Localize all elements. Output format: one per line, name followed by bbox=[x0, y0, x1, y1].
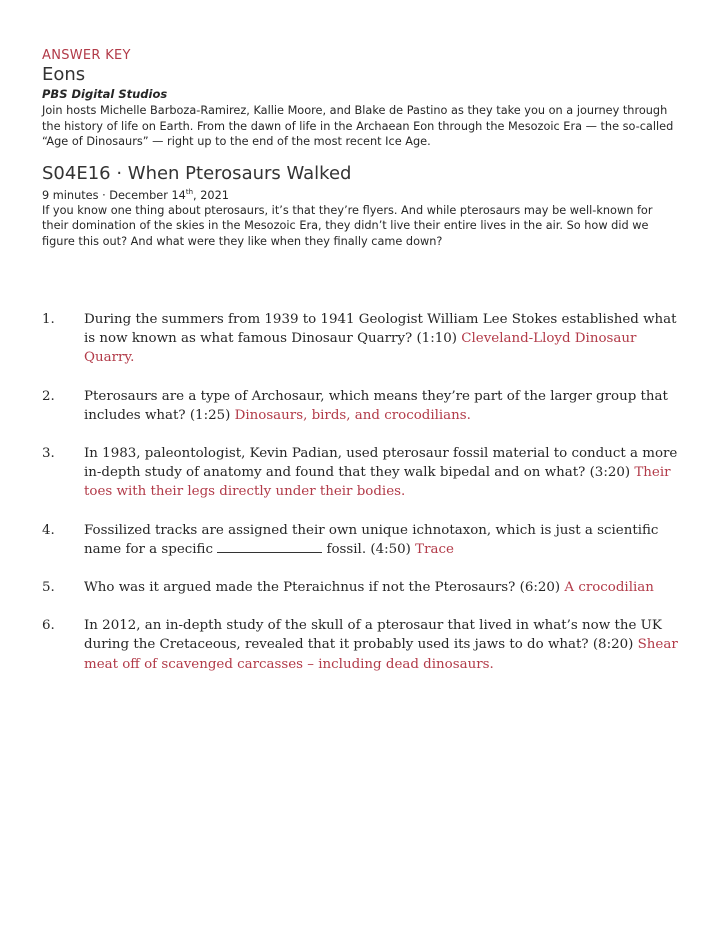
episode-meta bbox=[42, 185, 682, 203]
episode-description: If you know one thing about pterosaurs, it’s that they’re flyers. And while pterosaurs may be well-known for their domination of the skies in the Mesozoic Era, they didn’t live their entire lives in the air. So how did we figure this out? And what were they like when they finally came down? bbox=[42, 203, 653, 248]
question-number: 6. bbox=[42, 618, 55, 634]
question-text-end: fossil. (4:50) bbox=[326, 541, 411, 557]
question-number: 2. bbox=[42, 388, 55, 404]
question-item bbox=[42, 444, 682, 502]
question-body bbox=[84, 444, 682, 502]
answer-text: Shear meat off of scavenged carcasses – including dead dinosaurs. bbox=[84, 637, 678, 672]
answer-text: A crocodilian bbox=[564, 580, 654, 596]
answer-text: Their toes with their legs directly under their bodies. bbox=[84, 465, 671, 500]
question-body bbox=[84, 521, 682, 559]
question-number: 5. bbox=[42, 580, 55, 596]
episode-meta-ordinal: th bbox=[185, 187, 194, 196]
worksheet-header bbox=[42, 48, 682, 249]
question-text: During the summers from 1939 to 1941 Geologist William Lee Stokes established what is now known as what famous Dinosaur Quarry? (1:10) bbox=[84, 312, 677, 347]
answer-text: Cleveland-Lloyd Dinosaur Quarry. bbox=[84, 331, 637, 366]
question-text: Fossilized tracks are assigned their own unique ichnotaxon, which is just a scientific name for a specific bbox=[84, 522, 659, 557]
fill-in-blank bbox=[217, 540, 322, 553]
question-item bbox=[42, 310, 682, 368]
series-title: Eons bbox=[42, 64, 86, 85]
series-description: Join hosts Michelle Barboza-Ramirez, Kallie Moore, and Blake de Pastino as they take you on a journey through the history of life on Earth. From the dawn of life in the Archaean Eon through the Mesozoic Era — the so-called “Age of Dinosaurs” — right up to the end of the most recent Ice Age. bbox=[42, 104, 674, 149]
question-number: 4. bbox=[42, 522, 55, 538]
question-item bbox=[42, 387, 682, 425]
episode-title: S04E16 · When Pterosaurs Walked bbox=[42, 162, 352, 184]
answer-key-label: ANSWER KEY bbox=[42, 48, 131, 63]
question-body bbox=[84, 387, 682, 425]
studio-name: PBS Digital Studios bbox=[42, 87, 168, 101]
answer-text: Trace bbox=[415, 541, 454, 557]
question-text: In 2012, an in-depth study of the skull of a pterosaur that lived in what’s now the UK during the Cretaceous, revealed that it probably used its jaws to do what? (8:20) bbox=[84, 618, 662, 653]
question-text: Pterosaurs are a type of Archosaur, which means they’re part of the larger group that includes what? (1:25) bbox=[84, 388, 668, 423]
episode-meta-year: , 2021 bbox=[193, 188, 229, 202]
question-text: Who was it argued made the Pteraichnus if not the Pterosaurs? (6:20) bbox=[84, 580, 561, 596]
question-body bbox=[84, 578, 682, 597]
answer-text: Dinosaurs, birds, and crocodilians. bbox=[234, 407, 471, 423]
question-body bbox=[84, 310, 682, 368]
question-number: 3. bbox=[42, 446, 55, 462]
question-number: 1. bbox=[42, 312, 55, 327]
question-item bbox=[42, 578, 682, 597]
episode-meta-duration-date: 9 minutes · December 14 bbox=[42, 188, 186, 202]
question-item bbox=[42, 521, 682, 559]
question-list bbox=[42, 310, 682, 693]
question-body bbox=[84, 616, 682, 674]
question-item bbox=[42, 616, 682, 674]
question-text: In 1983, paleontologist, Kevin Padian, used pterosaur fossil material to conduct a more in-depth study of anatomy and found that they walk bipedal and on what? (3:20) bbox=[84, 446, 678, 481]
